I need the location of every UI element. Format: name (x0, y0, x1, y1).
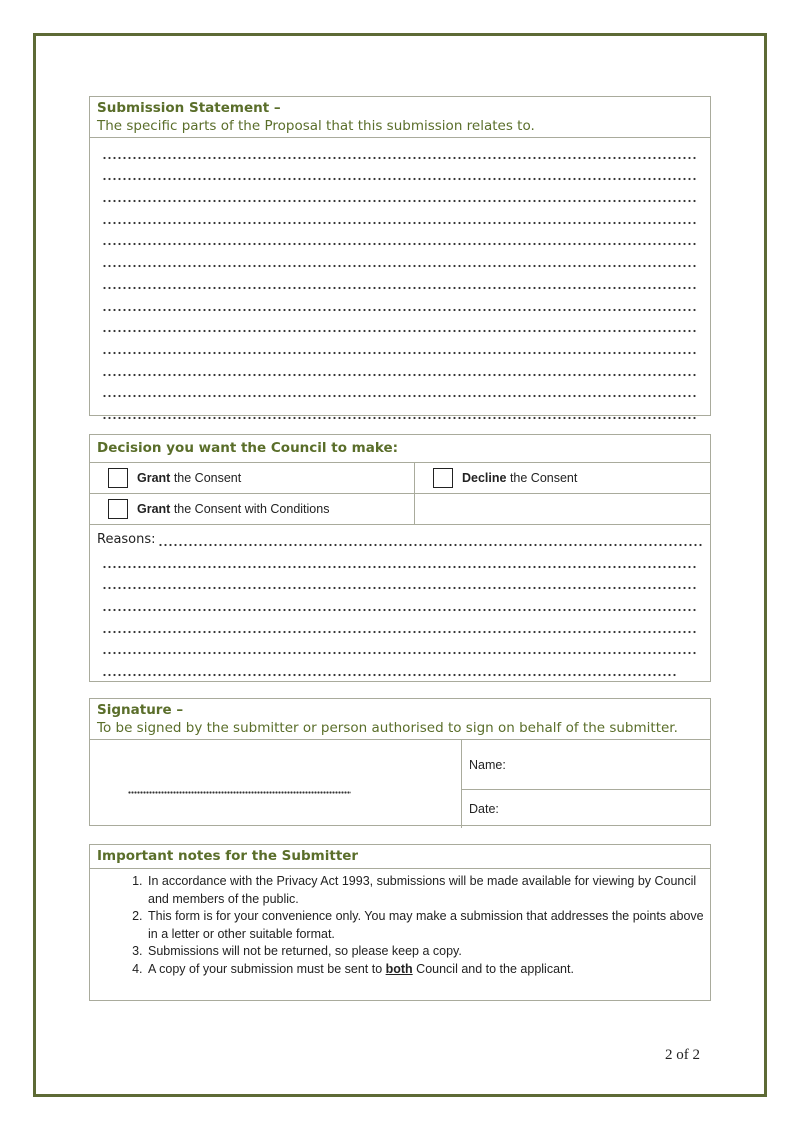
reasons-lines[interactable] (90, 547, 710, 677)
option-decline[interactable]: Decline the Consent (415, 463, 710, 493)
date-field[interactable]: Date: (469, 802, 499, 816)
section-title: Submission Statement – (97, 100, 281, 116)
decision-section (89, 434, 711, 682)
signature-section (89, 698, 711, 826)
submission-statement-section (89, 96, 711, 416)
signature-line (128, 788, 351, 794)
dotted-line (102, 225, 698, 247)
dotted-line (102, 377, 698, 399)
notes-section (89, 844, 711, 1001)
dotted-line (102, 634, 698, 656)
dotted-line (102, 290, 698, 312)
dotted-line (102, 569, 698, 591)
dotted-line (102, 246, 698, 268)
page-number: 2 of 2 (665, 1047, 700, 1063)
note-item: 4. A copy of your submission must be sent to both Council and to the applicant. (146, 961, 710, 979)
dotted-line (102, 547, 698, 569)
dotted-line (102, 160, 698, 182)
section-title: Important notes for the Submitter (97, 848, 359, 864)
reasons-label: Reasons: (97, 532, 156, 547)
dotted-line (102, 203, 698, 225)
dotted-line (102, 138, 698, 160)
section-subtitle: To be signed by the submitter or person authorised to sign on behalf of the submitter. (97, 720, 678, 736)
dotted-line (102, 268, 698, 290)
decision-row (90, 463, 710, 494)
notes-list (90, 873, 710, 978)
note-item: 3. Submissions will not be returned, so please keep a copy. (146, 943, 710, 961)
name-field[interactable]: Name: (462, 740, 710, 790)
checkbox[interactable] (433, 468, 453, 488)
dotted-line (102, 181, 698, 203)
option-grant[interactable]: Grant the Consent (90, 463, 415, 493)
statement-lines[interactable] (90, 138, 710, 420)
section-title: Signature – (97, 702, 184, 718)
dotted-line (102, 398, 698, 420)
reasons-field[interactable] (90, 525, 710, 547)
checkbox[interactable] (108, 468, 128, 488)
note-item: 2. This form is for your convenience only. You may make a submission that addresses the points above in a letter or other suitable format. (146, 908, 710, 943)
note-item: 1. In accordance with the Privacy Act 1993, submissions will be made available for viewing by Council and members of the public. (146, 873, 710, 908)
dotted-line (102, 612, 698, 634)
dotted-line (102, 355, 698, 377)
checkbox[interactable] (108, 499, 128, 519)
dotted-line (102, 333, 698, 355)
section-subtitle: The specific parts of the Proposal that this submission relates to. (97, 118, 535, 134)
dotted-line (102, 590, 698, 612)
dotted-line (102, 655, 678, 677)
signature-field[interactable] (90, 740, 462, 828)
section-title: Decision you want the Council to make: (97, 440, 399, 456)
dotted-line (102, 312, 698, 334)
option-grant-with-conditions[interactable]: Grant the Consent with Conditions (90, 494, 415, 524)
decision-row (90, 494, 710, 525)
